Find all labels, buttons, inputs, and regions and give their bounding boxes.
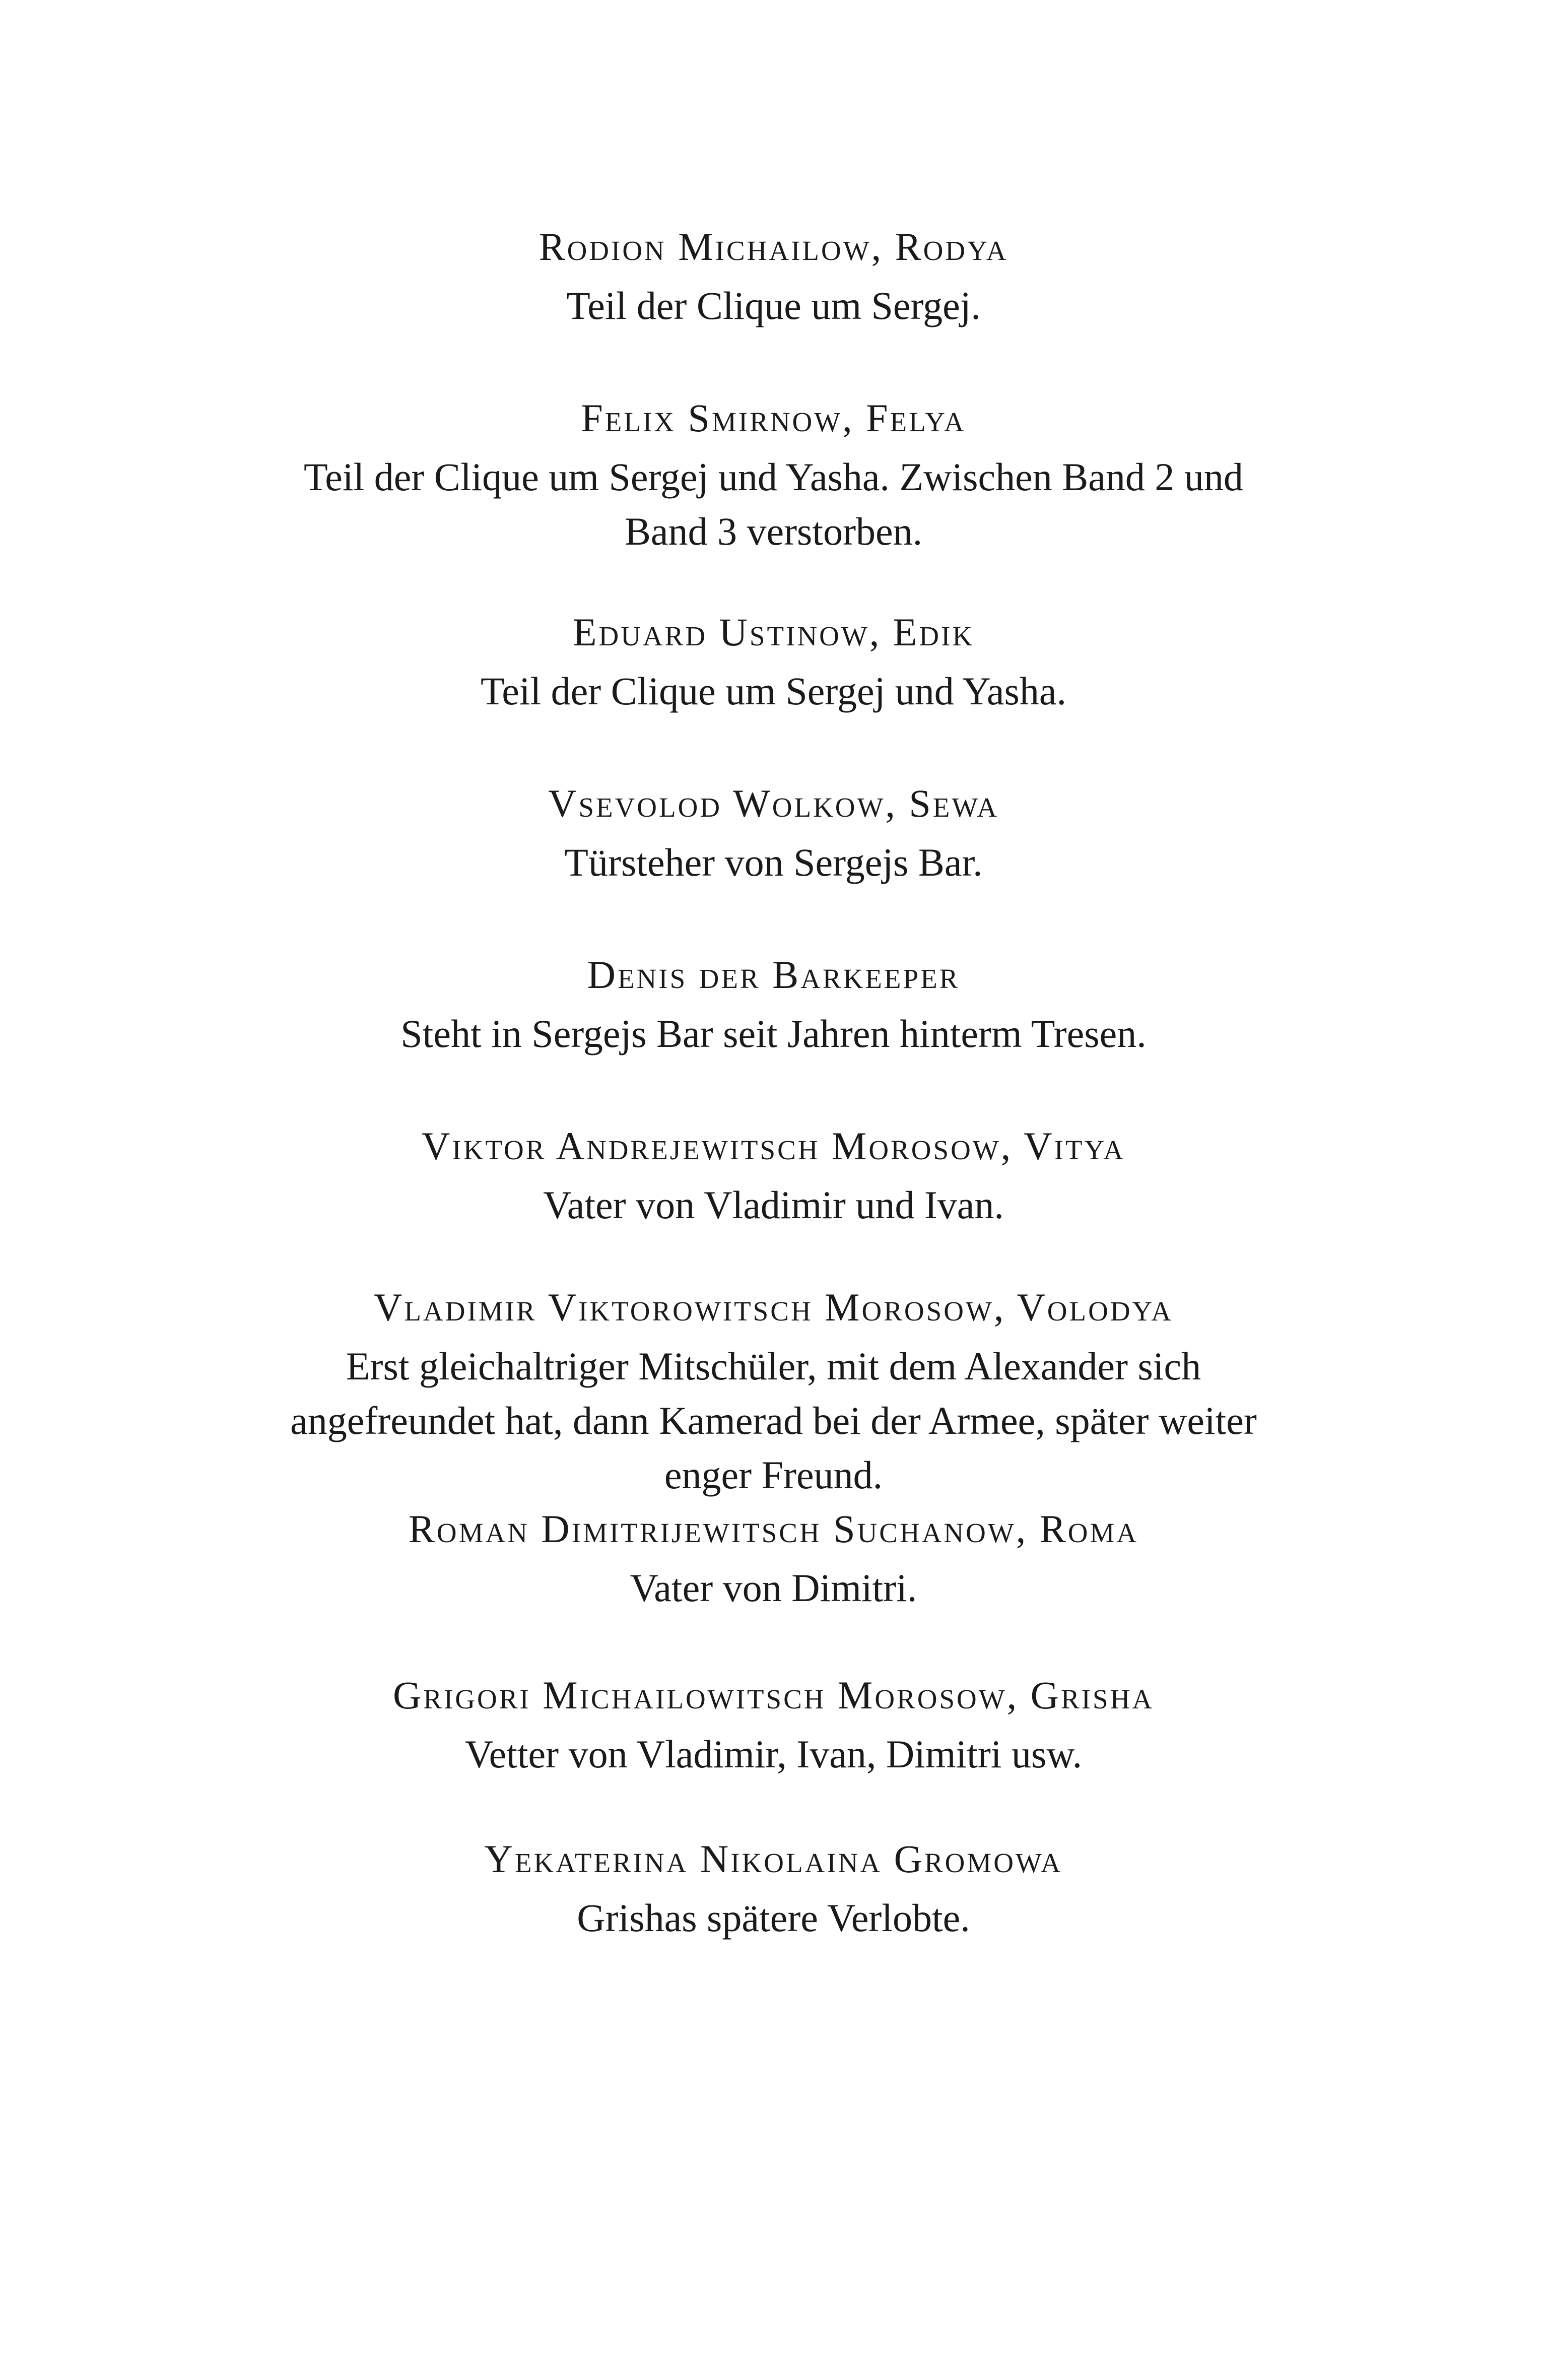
character-entry bbox=[0, 1285, 1547, 1502]
character-name: Vsevolod Wolkow, Sewa bbox=[548, 781, 999, 825]
character-description: Erst gleichaltriger Mitschüler, mit dem Alexander sich angefreundet hat, dann Kamerad bei der Armee, später weiter enger Freund. bbox=[290, 1344, 1257, 1497]
character-description: Steht in Sergejs Bar seit Jahren hinterm Tresen. bbox=[400, 1012, 1147, 1055]
character-entry bbox=[0, 1506, 1547, 1615]
character-description: Türsteher von Sergejs Bar. bbox=[564, 840, 983, 884]
character-description: Teil der Clique um Sergej. bbox=[566, 284, 981, 327]
character-name: Yekaterina Nikolaina Gromowa bbox=[484, 1837, 1063, 1881]
character-entry bbox=[0, 1123, 1547, 1232]
character-name: Felix Smirnow, Felya bbox=[581, 396, 966, 440]
character-entry bbox=[0, 781, 1547, 890]
character-description: Teil der Clique um Sergej und Yasha. bbox=[481, 669, 1066, 713]
character-name: Roman Dimitrijewitsch Suchanow, Roma bbox=[408, 1507, 1139, 1551]
character-name: Grigori Michailowitsch Morosow, Grisha bbox=[392, 1673, 1155, 1717]
character-entry bbox=[0, 395, 1547, 559]
character-description: Vetter von Vladimir, Ivan, Dimitri usw. bbox=[464, 1732, 1083, 1776]
character-entry bbox=[0, 1836, 1547, 1945]
character-entry bbox=[0, 224, 1547, 333]
character-description: Vater von Vladimir und Ivan. bbox=[543, 1183, 1004, 1227]
character-entry bbox=[0, 1673, 1547, 1781]
character-description: Vater von Dimitri. bbox=[630, 1566, 917, 1610]
character-entry bbox=[0, 952, 1547, 1061]
character-name: Vladimir Viktorowitsch Morosow, Volodya bbox=[374, 1285, 1173, 1329]
character-name: Rodion Michailow, Rodya bbox=[539, 225, 1008, 269]
character-entry bbox=[0, 610, 1547, 718]
character-name: Viktor Andrejewitsch Morosow, Vitya bbox=[422, 1124, 1125, 1168]
character-name: Eduard Ustinow, Edik bbox=[572, 610, 975, 654]
character-description: Teil der Clique um Sergej und Yasha. Zwischen Band 2 und Band 3 verstorben. bbox=[304, 455, 1243, 553]
character-description: Grishas spätere Verlobte. bbox=[577, 1896, 970, 1940]
character-name: Denis der Barkeeper bbox=[587, 953, 960, 997]
